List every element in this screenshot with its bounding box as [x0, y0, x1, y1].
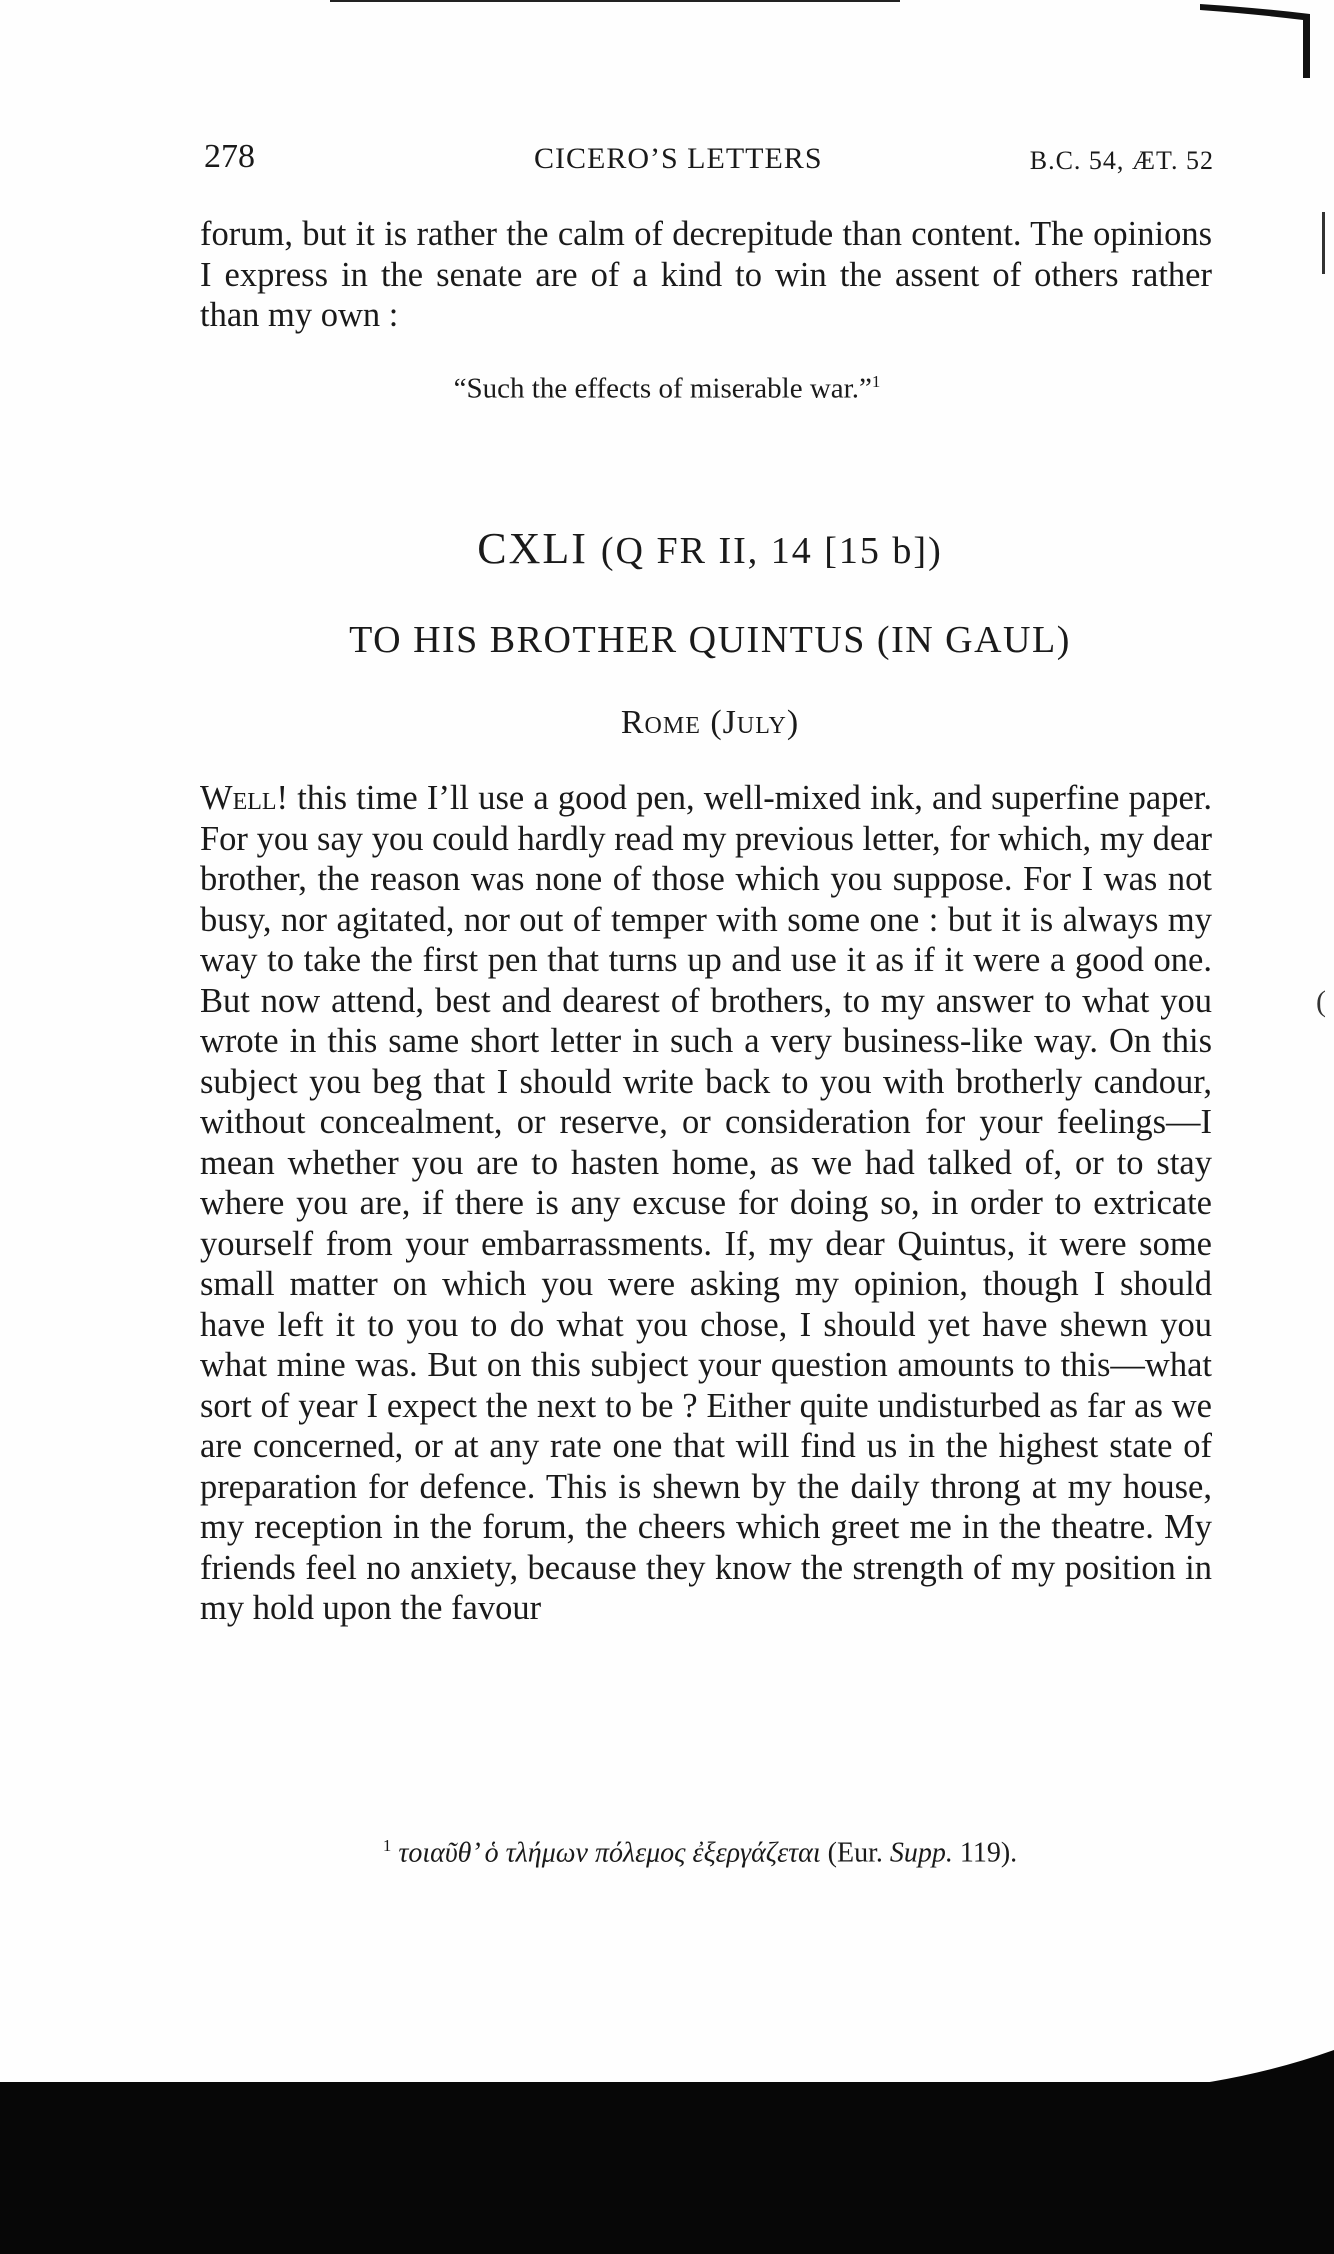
- letter-body-text: ! this time I’ll use a good pen, well-mixed ink, and superfine paper. For you say you could hardly read my previous letter, for which, my dear brother, the reason was none of those which you suppose. For I was not busy, nor agitated, nor out of temper with some one : but it is always my way to take the first pen that turns up and use it as if it were a good one. But now attend, best and dearest of brothers, to my answer to what you wrote in this same short letter in such a very business-like way. On this subject you beg that I should write back to you with brotherly candour, without concealment, or reserve, or consideration for your feelings—I mean whether you are to hasten home, as we had talked of, or to stay where you are, if there is any excuse for doing so, in order to extricate yourself from your embarrassments. If, my dear Quintus, it were some small matter on which you were asking my opinion, though I should have left it to you to do what you chose, I should yet have shewn you what mine was. But on this subject your question amounts to this—what sort of year I expect the next to be ? Either quite undisturbed as far as we are concerned, or at any rate one that will find us in the highest state of preparation for defence. This is shewn by the daily throng at my house, my reception in the forum, the cheers which greet me in the theatre. My friends feel no anxiety, because they know the strength of my position in my hold upon the favour: [200, 779, 1212, 1627]
- letter-number: CXLI: [477, 524, 588, 573]
- footnote-greek: τοιαῦθ’ ὁ τλήμων πόλεμος ἐξεργάζεται: [398, 1837, 821, 1869]
- continuation-paragraph: [200, 214, 1212, 336]
- letter-recipient: TO HIS BROTHER QUINTUS (IN GAUL): [349, 619, 1071, 661]
- page-number: 278: [204, 138, 255, 175]
- margin-rule: [1322, 212, 1325, 274]
- running-header: [204, 138, 1214, 178]
- verse-quote: [0, 372, 1334, 406]
- header-date: B.C. 54, ÆT. 52: [1029, 146, 1214, 175]
- quote-text: “Such the effects of miserable war.”: [453, 372, 872, 405]
- running-title: CICERO’S LETTERS: [534, 142, 823, 175]
- footnote-citation-open: (Eur.: [827, 1837, 883, 1869]
- footnote: [0, 1836, 1334, 1869]
- footnote-citation-work: Supp.: [889, 1837, 953, 1869]
- top-edge-rule: [330, 0, 900, 2]
- letter-body-paragraph: [200, 778, 1212, 1629]
- margin-mark: (: [1316, 985, 1326, 1018]
- page-corner-mark: [1200, 0, 1320, 80]
- letter-place-date: Rome (July): [620, 704, 800, 741]
- quote-footnote-ref: 1: [871, 372, 881, 391]
- footnote-marker: 1: [382, 1836, 392, 1855]
- footnote-citation-close: 119).: [959, 1837, 1018, 1869]
- letter-body: [200, 778, 1212, 1629]
- letter-reference: (Q FR II, 14 [15 b]): [600, 530, 943, 572]
- scan-black-band: [0, 2082, 1334, 2254]
- letter-heading: [0, 523, 1334, 574]
- continuation-text: forum, but it is rather the calm of decrepitude than content. The opinions I express in the senate are of a kind to win the assent of others rather than my own :: [200, 215, 1212, 334]
- opening-word: Well: [200, 779, 277, 817]
